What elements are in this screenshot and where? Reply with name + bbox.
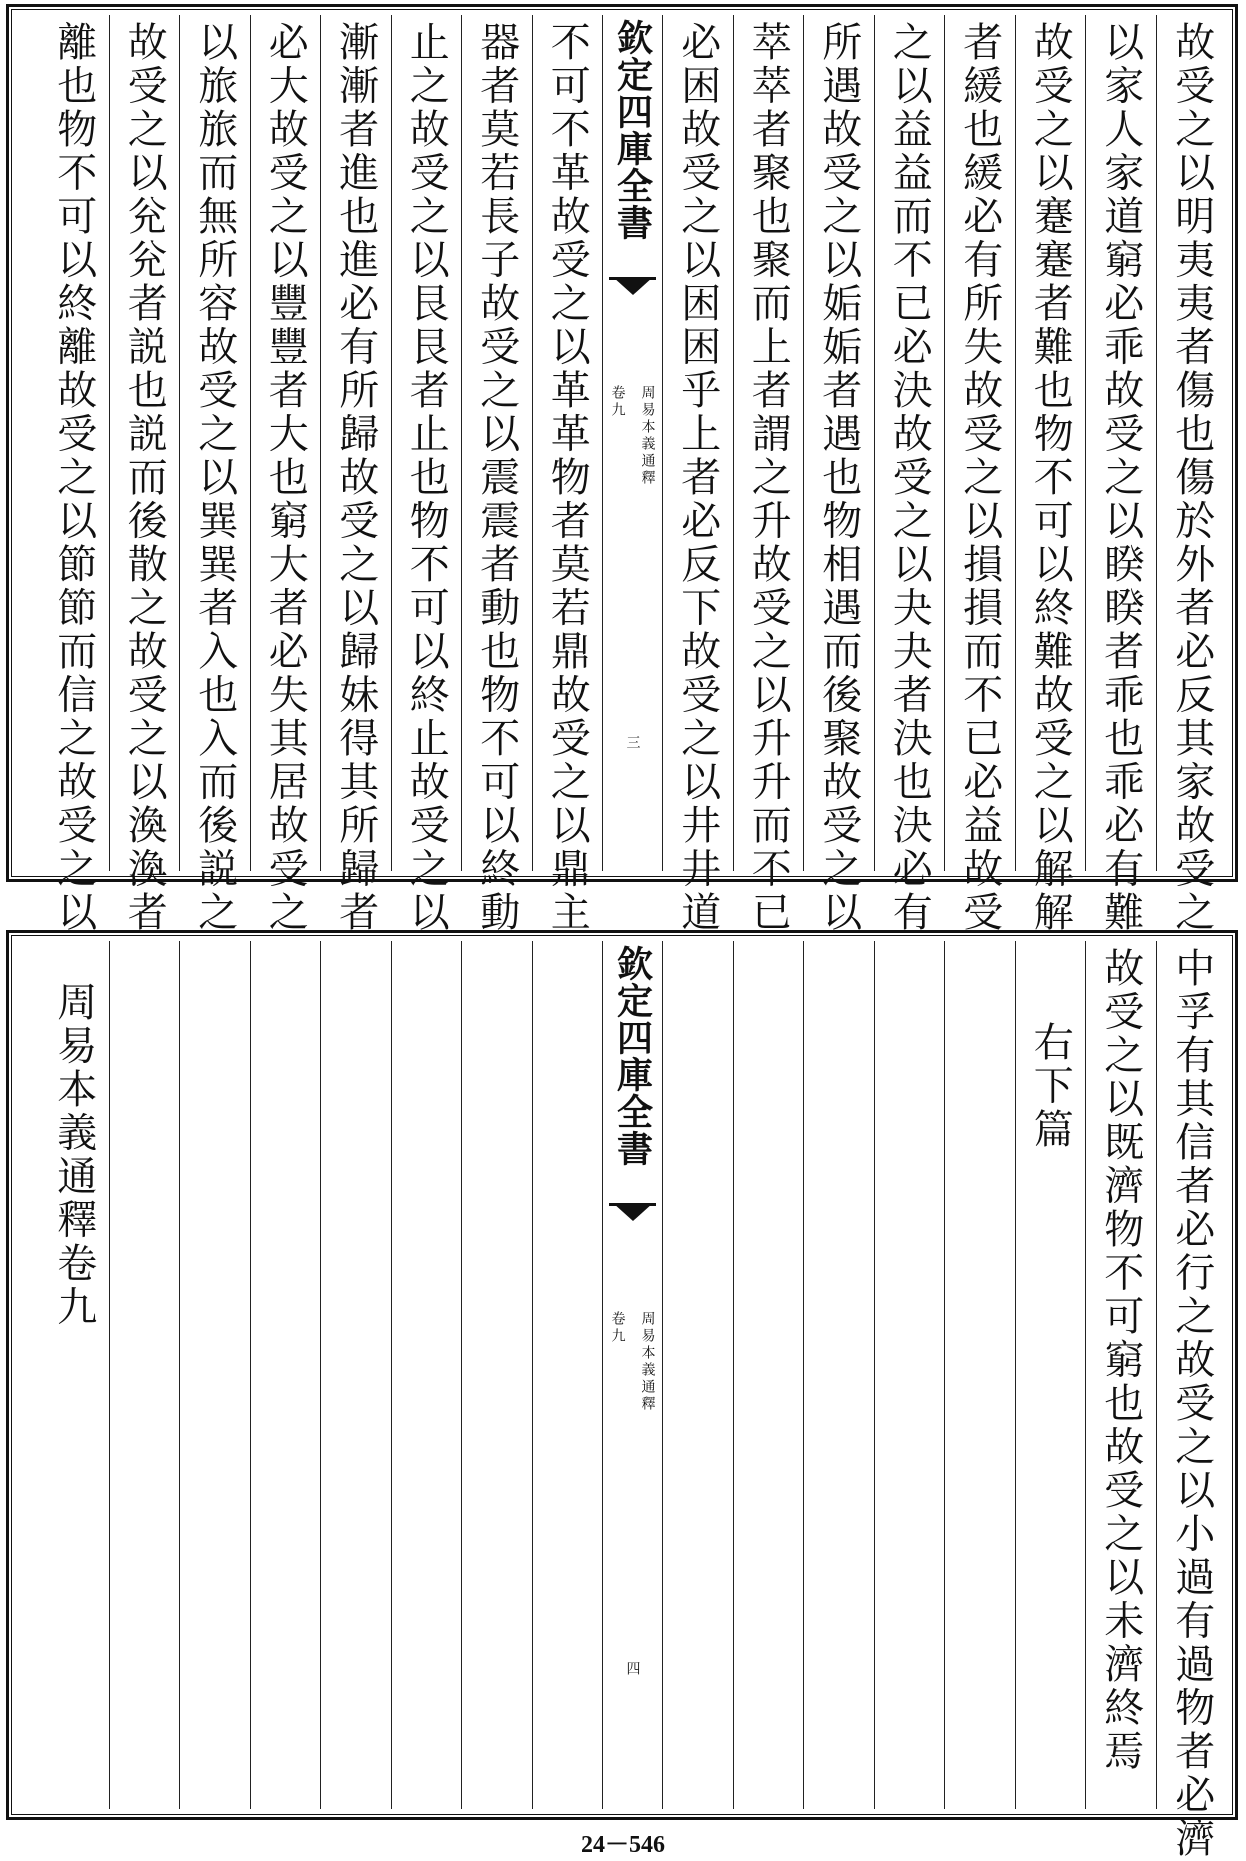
text-column: [321, 941, 392, 1809]
column-text: 以家人家道窮必乖故受之以睽睽者乖也乖必有難: [1097, 21, 1144, 935]
text-column: [1157, 941, 1228, 1861]
text-column: [110, 941, 181, 1809]
text-column: [875, 941, 946, 1809]
text-column: [392, 15, 463, 935]
column-text: 萃萃者聚也聚而上者謂之升故受之以升升而不已: [745, 21, 792, 935]
work-title: 周易本義通釋: [639, 385, 656, 487]
text-column: [1016, 941, 1087, 1809]
column-text: 所遇故受之以姤姤者遇也物相遇而後聚故受之以: [815, 21, 862, 935]
column-text: 器者莫若長子故受之以震震者動也物不可以終動: [473, 21, 520, 935]
fish-tail-mark: [609, 1203, 656, 1240]
column-text: 中孚有其信者必行之故受之以小過有過物者必濟: [1168, 947, 1215, 1861]
text-column: [110, 15, 181, 935]
text-column: [804, 941, 875, 1809]
text-column: [663, 15, 734, 935]
text-column: [251, 941, 322, 1809]
text-column: [462, 15, 533, 935]
column-text: 止之故受之以艮艮者止也物不可以終止故受之以: [403, 21, 450, 935]
column-text: 必大故受之以豐豐者大也窮大者必失其居故受之: [262, 21, 309, 935]
center-fold: [603, 941, 663, 1809]
text-column: [945, 941, 1016, 1809]
column-text: 以旅旅而無所容故受之以巽巽者入也入而後説之: [191, 21, 238, 935]
book-title: 欽定四庫全書: [611, 19, 654, 241]
text-column: [533, 941, 604, 1809]
text-column: [180, 15, 251, 935]
text-column: [945, 15, 1016, 935]
folio-number: 三: [624, 735, 641, 752]
volume-label: 卷九: [609, 1311, 626, 1345]
text-column: [392, 941, 463, 1809]
text-column: [1086, 15, 1157, 935]
section-end-heading: 右下篇: [1027, 1021, 1074, 1152]
column-text: 離也物不可以終離故受之以節節而信之故受之以: [50, 21, 97, 935]
column-text: 故受之以明夷夷者傷也傷於外者必反其家故受之: [1168, 21, 1215, 935]
text-column: [39, 15, 110, 935]
volume-label: 卷九: [609, 385, 626, 419]
volume-end-title: 周易本義通釋卷九: [50, 981, 97, 1329]
text-column: [533, 15, 604, 935]
center-fold: [603, 15, 663, 871]
column-text: 之以益益而不已必決故受之以夬夬者決也決必有: [886, 21, 933, 935]
text-column: [1016, 15, 1087, 935]
book-title: 欽定四庫全書: [611, 945, 654, 1167]
text-column: [180, 941, 251, 1809]
text-column: [39, 941, 110, 1809]
column-text: 故受之以兊兊者説也説而後散之故受之以渙渙者: [121, 21, 168, 935]
text-column: [804, 15, 875, 935]
text-column: [251, 15, 322, 935]
column-text: 必困故受之以困困乎上者必反下故受之以井井道: [674, 21, 721, 935]
text-column: [1086, 941, 1157, 1809]
text-column: [321, 15, 392, 935]
work-title: 周易本義通釋: [639, 1311, 656, 1413]
text-column: [462, 941, 533, 1809]
text-column: [663, 941, 734, 1809]
page-top: [6, 4, 1238, 935]
column-text: 漸漸者進也進必有所歸故受之以歸妹得其所歸者: [332, 21, 379, 935]
text-column: [875, 15, 946, 935]
fish-tail-mark: [609, 277, 656, 314]
column-text: 不可不革故受之以革革物者莫若鼎故受之以鼎主: [544, 21, 591, 935]
column-text: 故受之以既濟物不可窮也故受之以未濟終焉: [1097, 947, 1144, 1774]
column-text: 故受之以蹇蹇者難也物不可以終難故受之以解解: [1027, 21, 1074, 935]
column-text: 者緩也緩必有所失故受之以損損而不已必益故受: [956, 21, 1003, 935]
page-number: 24－546: [581, 1832, 665, 1858]
folio-number: 四: [624, 1661, 641, 1678]
text-column: [734, 941, 805, 1809]
text-column: [1157, 15, 1228, 935]
text-column: [734, 15, 805, 935]
